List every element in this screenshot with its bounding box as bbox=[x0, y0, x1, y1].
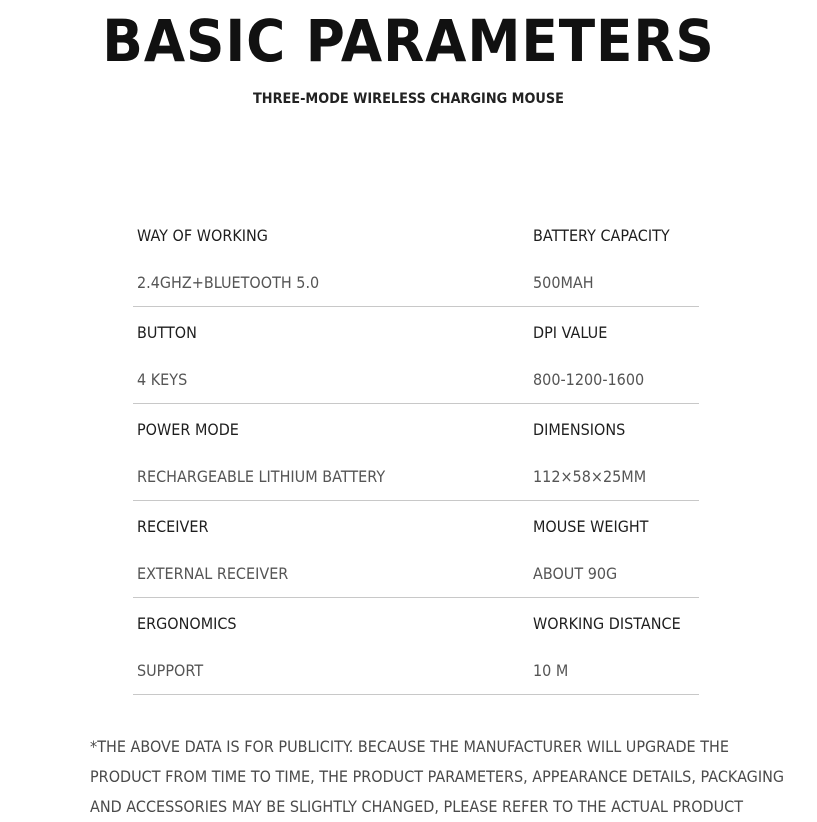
spec-row bbox=[133, 307, 699, 404]
spec-row bbox=[133, 210, 699, 307]
param-label: POWER MODE bbox=[137, 420, 239, 439]
disclaimer-line: AND ACCESSORIES MAY BE SLIGHTLY CHANGED, PLEASE REFER TO THE ACTUAL PRODUCT bbox=[90, 797, 744, 816]
spec-cell bbox=[533, 598, 699, 694]
param-value: 500MAH bbox=[533, 273, 594, 292]
spec-cell bbox=[137, 404, 517, 500]
disclaimer-line: *THE ABOVE DATA IS FOR PUBLICITY. BECAUSE THE MANUFACTURER WILL UPGRADE THE bbox=[90, 737, 729, 756]
disclaimer-line: PRODUCT FROM TIME TO TIME, THE PRODUCT PARAMETERS, APPEARANCE DETAILS, PACKAGING bbox=[90, 767, 785, 786]
spec-row bbox=[133, 598, 699, 695]
disclaimer-text bbox=[90, 732, 785, 822]
spec-table bbox=[133, 210, 699, 695]
page-subtitle: THREE-MODE WIRELESS CHARGING MOUSE bbox=[253, 91, 564, 107]
param-label: WORKING DISTANCE bbox=[533, 614, 681, 633]
spec-cell bbox=[533, 404, 699, 500]
param-label: MOUSE WEIGHT bbox=[533, 517, 649, 536]
spec-row bbox=[133, 404, 699, 501]
param-label: RECEIVER bbox=[137, 517, 209, 536]
param-label: WAY OF WORKING bbox=[137, 226, 268, 245]
param-label: BUTTON bbox=[137, 323, 197, 342]
page-title: BASIC PARAMETERS bbox=[102, 7, 715, 75]
param-value: 10 M bbox=[533, 661, 569, 680]
param-value: 4 KEYS bbox=[137, 370, 188, 389]
param-label: DPI VALUE bbox=[533, 323, 608, 342]
param-value: 112×58×25MM bbox=[533, 467, 647, 486]
spec-cell bbox=[137, 598, 517, 694]
param-value: ABOUT 90G bbox=[533, 564, 618, 583]
spec-cell bbox=[533, 210, 699, 306]
spec-cell bbox=[137, 307, 517, 403]
param-label: DIMENSIONS bbox=[533, 420, 626, 439]
spec-cell bbox=[533, 501, 699, 597]
param-value: SUPPORT bbox=[137, 661, 204, 680]
param-value: 800-1200-1600 bbox=[533, 370, 645, 389]
param-value: 2.4GHZ+BLUETOOTH 5.0 bbox=[137, 273, 320, 292]
param-value: EXTERNAL RECEIVER bbox=[137, 564, 289, 583]
param-value: RECHARGEABLE LITHIUM BATTERY bbox=[137, 467, 386, 486]
spec-cell bbox=[137, 501, 517, 597]
spec-cell bbox=[533, 307, 699, 403]
param-label: ERGONOMICS bbox=[137, 614, 237, 633]
spec-row bbox=[133, 501, 699, 598]
param-label: BATTERY CAPACITY bbox=[533, 226, 670, 245]
spec-cell bbox=[137, 210, 517, 306]
